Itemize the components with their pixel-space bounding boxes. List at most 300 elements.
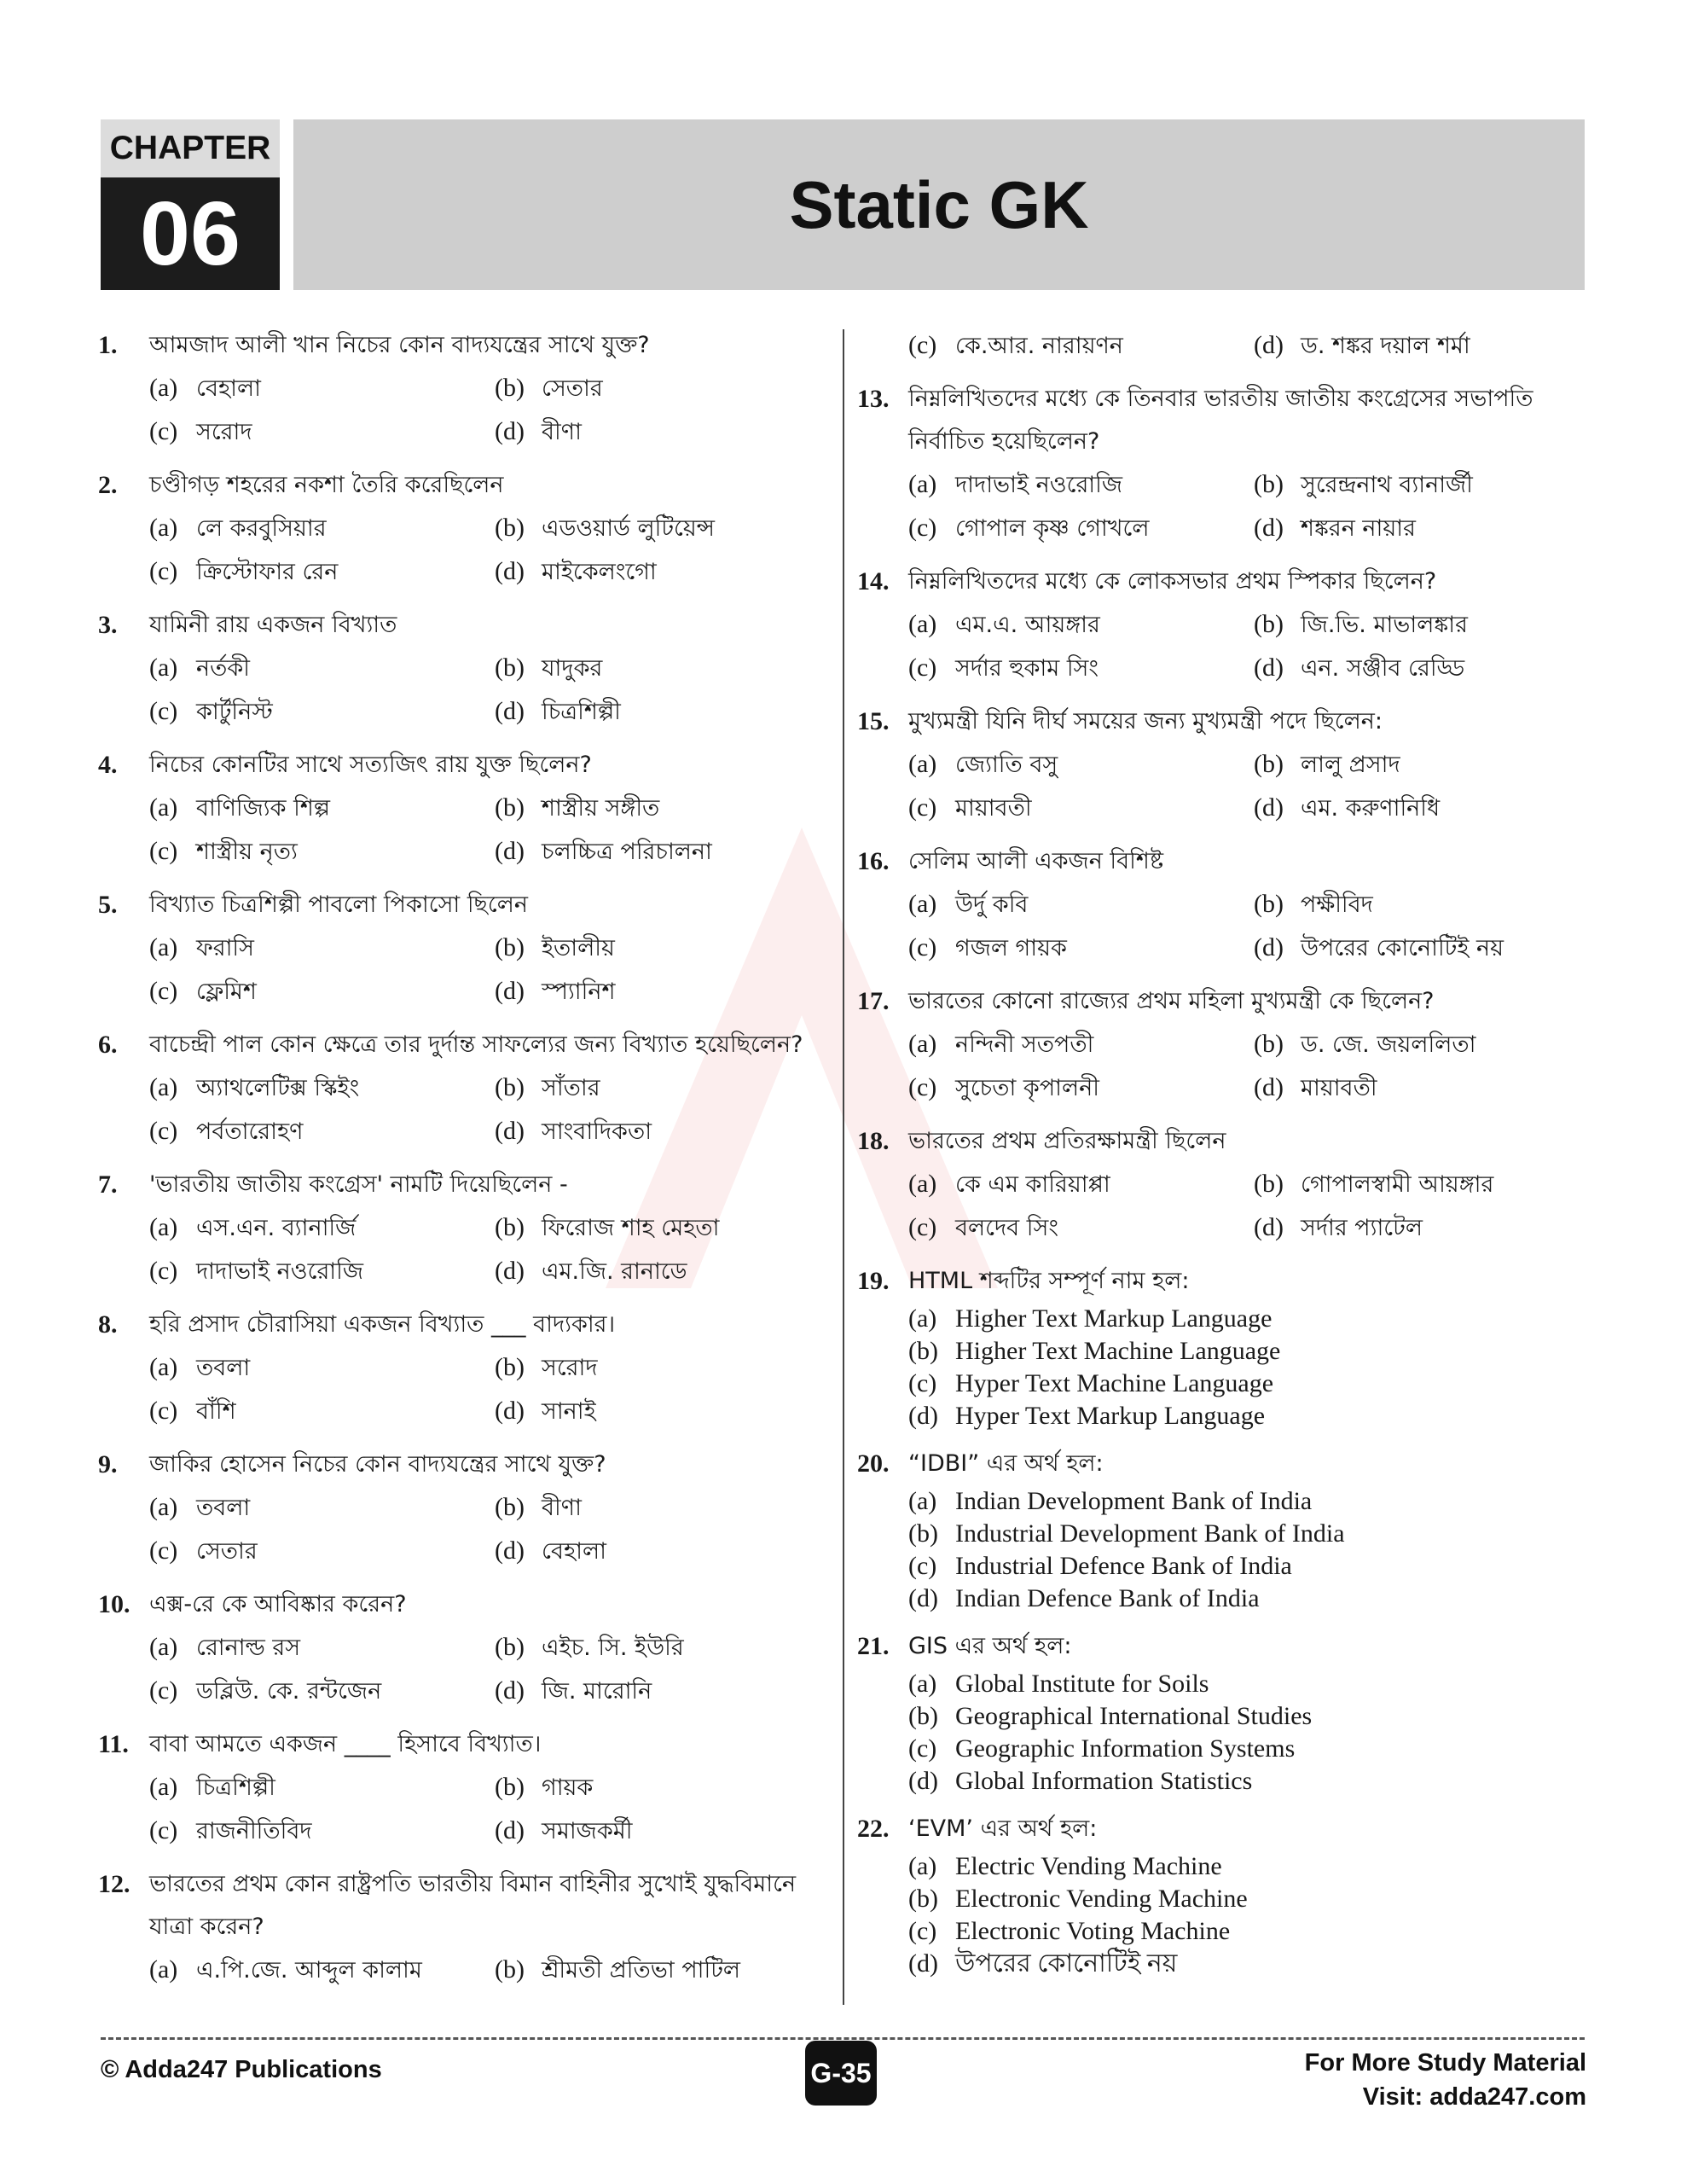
option-item — [495, 970, 832, 1014]
option-letter: (c) — [908, 793, 937, 822]
option-item — [908, 1206, 1254, 1250]
option-item — [908, 926, 1254, 970]
right-column — [857, 324, 1591, 1990]
option-item — [908, 507, 1254, 550]
promo-line-2: Visit: adda247.com — [1362, 2083, 1586, 2111]
option-item — [908, 1368, 1591, 1400]
option-text: কার্টুনিস্ট — [196, 699, 273, 725]
option-text: সমাজকর্মী — [542, 1818, 633, 1844]
option-letter: (b) — [1254, 750, 1284, 778]
option-text: Geographical International Studies — [955, 1702, 1313, 1730]
option-letter: (c) — [908, 1734, 937, 1763]
option-text: Hyper Text Machine Language — [955, 1369, 1274, 1397]
option-item — [495, 1626, 832, 1670]
option-item — [495, 1670, 832, 1713]
option-item — [495, 1530, 832, 1573]
question-text: সেলিম আলী একজন বিশিষ্ট — [908, 848, 1164, 874]
option-text: Indian Defence Bank of India — [955, 1584, 1260, 1612]
question-text: ভারতের কোনো রাজ্যের প্রথম মহিলা মুখ্যমন্ত্রী কে ছিলেন? — [908, 988, 1435, 1014]
question-text: যামিনী রায় একজন বিখ্যাত — [149, 612, 397, 638]
option-item — [149, 1346, 495, 1390]
option-text: সেতার — [196, 1538, 258, 1565]
option-text: এম.এ. আয়ঙ্গার — [955, 612, 1100, 638]
option-text: রোনাল্ড রস — [196, 1635, 301, 1661]
spacer — [857, 1110, 1591, 1120]
options-list — [149, 787, 832, 874]
option-item — [495, 1110, 832, 1153]
option-item — [908, 1400, 1591, 1432]
question-text: ভারতের প্রথম প্রতিরক্ষামন্ত্রী ছিলেন — [908, 1128, 1226, 1154]
option-letter: (d) — [495, 1257, 525, 1285]
spacer — [98, 594, 832, 604]
question-item — [98, 604, 832, 734]
option-letter: (d) — [908, 1767, 938, 1795]
question-number: 10. — [98, 1590, 130, 1618]
question-number: 15. — [857, 707, 890, 735]
option-text: এস.এন. ব্যানার্জি — [196, 1215, 357, 1241]
option-letter: (c) — [908, 933, 937, 961]
option-letter: (b) — [908, 1885, 938, 1913]
spacer — [98, 1853, 832, 1863]
option-letter: (c) — [149, 977, 178, 1005]
option-text: গোপালস্বামী আয়ঙ্গার — [1301, 1171, 1494, 1198]
question-text: আমজাদ আলী খান নিচের কোন বাদ্যযন্ত্রের সাথে যুক্ত? — [149, 332, 650, 358]
option-text: সানাই — [542, 1398, 596, 1425]
option-text: শাস্ত্রীয় সঙ্গীত — [542, 795, 660, 822]
option-letter: (d) — [495, 1117, 525, 1145]
question-number: 22. — [857, 1815, 890, 1843]
option-text: ফিরোজ শাহ মেহতা — [542, 1215, 720, 1241]
page-title: Static GK — [789, 167, 1089, 242]
option-letter: (c) — [908, 1552, 937, 1580]
option-letter: (c) — [908, 331, 937, 359]
option-item — [149, 550, 495, 594]
option-item — [908, 1668, 1591, 1700]
option-item — [908, 883, 1254, 926]
option-letter: (a) — [908, 1304, 937, 1333]
option-text: শ্রীমতী প্রতিভা পাটিল — [542, 1957, 741, 1984]
question-item — [857, 1120, 1591, 1250]
option-item — [495, 926, 832, 970]
question-number: 16. — [857, 847, 890, 875]
spacer — [98, 1433, 832, 1443]
option-letter: (b) — [495, 1213, 525, 1241]
option-item — [495, 647, 832, 690]
option-letter: (a) — [908, 890, 937, 918]
option-text: Electric Vending Machine — [955, 1852, 1222, 1880]
option-item — [495, 410, 832, 454]
spacer — [857, 1615, 1591, 1625]
option-letter: (b) — [1254, 890, 1284, 918]
option-letter: (a) — [908, 1670, 937, 1698]
footer-promo — [1305, 2046, 1586, 2114]
spacer — [98, 1713, 832, 1723]
option-text: উপরের কোনোটিই নয় — [1301, 935, 1504, 961]
option-letter: (a) — [908, 1487, 937, 1515]
option-item — [495, 550, 832, 594]
option-text: সাঁতার — [542, 1075, 600, 1101]
option-letter: (c) — [149, 1257, 178, 1285]
option-text: গোপাল কৃষ্ণ গোখলে — [955, 515, 1150, 542]
option-text: সাংবাদিকতা — [542, 1118, 652, 1145]
option-item — [908, 1883, 1591, 1915]
option-item — [1254, 463, 1591, 507]
options-list — [908, 463, 1591, 550]
option-item — [149, 647, 495, 690]
option-item — [908, 1700, 1591, 1733]
options-list — [908, 1023, 1591, 1110]
page-number-badge: G-35 — [805, 2041, 877, 2106]
option-text: ড. শঙ্কর দয়াল শর্মা — [1301, 333, 1470, 359]
options-list — [908, 1485, 1591, 1615]
option-item — [149, 507, 495, 550]
question-text: 'ভারতীয় জাতীয় কংগ্রেস' নামটি দিয়েছিলেন - — [149, 1171, 568, 1198]
option-text: সুচেতা কৃপালনী — [955, 1075, 1099, 1101]
question-text: এক্স-রে কে আবিষ্কার করেন? — [149, 1591, 407, 1618]
option-item — [149, 1809, 495, 1853]
option-item — [908, 647, 1254, 690]
option-letter: (b) — [495, 1073, 525, 1101]
question-text: নিম্নলিখিতদের মধ্যে কে লোকসভার প্রথম স্পিকার ছিলেন? — [908, 568, 1437, 595]
option-item — [908, 1948, 1591, 1980]
option-item — [1254, 324, 1591, 368]
option-item — [149, 1390, 495, 1433]
option-letter: (d) — [1254, 933, 1284, 961]
option-letter: (b) — [495, 1633, 525, 1661]
option-letter: (a) — [908, 1170, 937, 1198]
question-text: হরি প্রসাদ চৌরাসিয়া একজন বিখ্যাত ___ বাদ্যকার। — [149, 1311, 616, 1338]
footer-divider — [101, 2037, 1585, 2040]
option-letter: (c) — [149, 1816, 178, 1844]
option-text: লে করবুসিয়ার — [196, 515, 327, 542]
options-list — [908, 1850, 1591, 1980]
question-number: 7. — [98, 1170, 118, 1199]
option-letter: (d) — [1254, 793, 1284, 822]
option-text: পক্ষীবিদ — [1301, 892, 1373, 918]
question-text: বাবা আমতে একজন ____ হিসাবে বিখ্যাত। — [149, 1731, 542, 1757]
option-text: ফরাসি — [196, 935, 254, 961]
question-text: নিম্নলিখিতদের মধ্যে কে তিনবার ভারতীয় জাতীয় কংগ্রেসের সভাপতি নির্বাচিত হয়েছিলেন? — [908, 386, 1533, 455]
option-text: তবলা — [196, 1495, 251, 1521]
option-item — [1254, 743, 1591, 787]
option-text: চিত্রশিল্পী — [196, 1774, 275, 1801]
option-item — [908, 1023, 1254, 1066]
question-item — [857, 980, 1591, 1110]
option-letter: (a) — [149, 1213, 178, 1241]
question-number: 20. — [857, 1449, 890, 1478]
option-text: যাদুকর — [542, 655, 603, 682]
option-text: বেহালা — [542, 1538, 606, 1565]
option-item — [908, 787, 1254, 830]
option-text: Geographic Information Systems — [955, 1734, 1296, 1763]
option-letter: (c) — [908, 653, 937, 682]
spacer — [98, 1992, 832, 2002]
question-item — [98, 1443, 832, 1573]
spacer — [857, 830, 1591, 840]
option-letter: (d) — [495, 1536, 525, 1565]
options-list — [908, 883, 1591, 970]
options-list — [149, 1949, 832, 1992]
option-item — [495, 787, 832, 830]
option-letter: (a) — [149, 514, 178, 542]
option-letter: (d) — [495, 1676, 525, 1705]
question-number: 12. — [98, 1870, 130, 1898]
option-text: রাজনীতিবিদ — [196, 1818, 312, 1844]
options-list — [149, 1766, 832, 1853]
question-number: 19. — [857, 1267, 890, 1295]
option-text: Industrial Defence Bank of India — [955, 1552, 1292, 1580]
option-item — [495, 690, 832, 734]
spacer — [857, 1798, 1591, 1808]
question-item — [98, 464, 832, 594]
option-text: সরোদ — [542, 1355, 598, 1381]
question-item — [98, 1164, 832, 1293]
spacer — [98, 454, 832, 464]
option-text: এইচ. সি. ইউরি — [542, 1635, 684, 1661]
option-text: ক্রিস্টোফার রেন — [196, 559, 339, 585]
option-item — [1254, 1066, 1591, 1110]
option-item — [908, 1303, 1591, 1335]
option-item — [495, 367, 832, 410]
question-text: বিখ্যাত চিত্রশিল্পী পাবলো পিকাসো ছিলেন — [149, 892, 528, 918]
question-item — [98, 1583, 832, 1713]
option-item — [908, 1733, 1591, 1765]
option-text: স্প্যানিশ — [542, 979, 616, 1005]
spacer — [98, 734, 832, 744]
option-letter: (a) — [149, 1493, 178, 1521]
options-list — [149, 1486, 832, 1573]
spacer — [857, 368, 1591, 378]
option-text: শঙ্করন নায়ার — [1301, 515, 1416, 542]
option-item — [1254, 787, 1591, 830]
option-letter: (b) — [1254, 470, 1284, 498]
question-item — [857, 1808, 1591, 1980]
question-item — [98, 324, 832, 454]
option-text: সর্দার হুকাম সিং — [955, 655, 1099, 682]
option-letter: (d) — [908, 1402, 938, 1430]
option-text: গজল গায়ক — [955, 935, 1067, 961]
option-text: Industrial Development Bank of India — [955, 1519, 1345, 1548]
option-letter: (d) — [1254, 1213, 1284, 1241]
option-text: দাদাভাই নওরোজি — [196, 1258, 364, 1285]
spacer — [98, 1014, 832, 1024]
option-item — [908, 1850, 1591, 1883]
option-text: বলদেব সিং — [955, 1215, 1058, 1241]
option-letter: (b) — [495, 1773, 525, 1801]
question-number: 17. — [857, 987, 890, 1015]
option-item — [149, 1766, 495, 1809]
option-text: মায়াবতী — [955, 795, 1032, 822]
option-item — [495, 1346, 832, 1390]
option-letter: (a) — [908, 610, 937, 638]
option-letter: (a) — [908, 1852, 937, 1880]
question-number: 14. — [857, 567, 890, 595]
option-letter: (a) — [149, 793, 178, 822]
option-letter: (b) — [908, 1337, 938, 1365]
column-divider — [843, 329, 844, 2005]
publisher-credit: © Adda247 Publications — [101, 2056, 382, 2083]
option-text: Electronic Voting Machine — [955, 1917, 1231, 1945]
option-letter: (c) — [908, 514, 937, 542]
option-letter: (d) — [495, 697, 525, 725]
option-text: মাইকেলংগো — [542, 559, 657, 585]
option-item — [495, 1390, 832, 1433]
question-number: 4. — [98, 751, 118, 779]
option-letter: (c) — [149, 697, 178, 725]
option-letter: (d) — [1254, 653, 1284, 682]
option-text: সেতার — [542, 375, 603, 402]
question-item — [98, 744, 832, 874]
option-item — [908, 324, 1254, 368]
option-text: নর্তকী — [196, 655, 250, 682]
option-text: বেহালা — [196, 375, 261, 402]
option-text: সুরেন্দ্রনাথ ব্যানার্জী — [1301, 472, 1473, 498]
options-list — [149, 926, 832, 1014]
option-text: বীণা — [542, 1495, 582, 1521]
option-text: বাণিজ্যিক শিল্প — [196, 795, 331, 822]
option-letter: (d) — [495, 417, 525, 445]
option-item — [495, 1809, 832, 1853]
option-item — [149, 1486, 495, 1530]
option-item — [149, 926, 495, 970]
question-item — [98, 1304, 832, 1433]
options-list — [149, 1346, 832, 1433]
option-text: এডওয়ার্ড লুটিয়েন্স — [542, 515, 716, 542]
question-number: 18. — [857, 1127, 890, 1155]
option-letter: (b) — [908, 1519, 938, 1548]
option-text: এম.জি. রানাডে — [542, 1258, 687, 1285]
option-letter: (a) — [908, 470, 937, 498]
option-item — [149, 1206, 495, 1250]
option-letter: (c) — [149, 837, 178, 865]
option-letter: (b) — [1254, 1030, 1284, 1058]
promo-line-1: For More Study Material — [1304, 2049, 1586, 2077]
option-item — [495, 1206, 832, 1250]
spacer — [98, 1573, 832, 1583]
options-list — [149, 1206, 832, 1293]
option-text: নন্দিনী সতপতী — [955, 1031, 1094, 1058]
option-item — [149, 1066, 495, 1110]
option-item — [495, 1949, 832, 1992]
option-text: কে.আর. নারায়ণন — [955, 333, 1123, 359]
option-item — [908, 1915, 1591, 1948]
option-letter: (a) — [149, 374, 178, 402]
options-list — [908, 743, 1591, 830]
question-continuation — [857, 324, 1591, 368]
question-item — [857, 378, 1591, 550]
option-text: জ্যোতি বসু — [955, 752, 1058, 778]
question-text: নিচের কোনটির সাথে সত্যজিৎ রায় যুক্ত ছিলেন? — [149, 752, 592, 778]
option-text: কে এম কারিয়াপ্পা — [955, 1171, 1110, 1198]
spacer — [857, 1980, 1591, 1990]
question-item — [98, 1863, 832, 1992]
option-letter: (c) — [908, 1917, 937, 1945]
option-item — [149, 1250, 495, 1293]
option-item — [149, 970, 495, 1014]
option-text: উপরের কোনোটিই নয় — [955, 1949, 1178, 1978]
option-item — [908, 1485, 1591, 1518]
option-letter: (d) — [1254, 514, 1284, 542]
question-number: 9. — [98, 1450, 118, 1478]
option-text: বাঁশি — [196, 1398, 236, 1425]
left-column — [98, 324, 832, 2002]
question-item — [98, 1723, 832, 1853]
option-letter: (c) — [149, 557, 178, 585]
option-letter: (b) — [495, 514, 525, 542]
option-item — [908, 1765, 1591, 1798]
option-item — [149, 1626, 495, 1670]
question-text: চণ্ডীগড় শহরের নকশা তৈরি করেছিলেন — [149, 472, 504, 498]
option-item — [149, 1530, 495, 1573]
option-item — [1254, 1023, 1591, 1066]
option-text: Hyper Text Markup Language — [955, 1402, 1266, 1430]
title-band — [293, 119, 1585, 290]
option-text: তবলা — [196, 1355, 251, 1381]
question-number: 6. — [98, 1031, 118, 1059]
options-list — [149, 647, 832, 734]
option-item — [908, 1066, 1254, 1110]
question-number: 13. — [857, 385, 890, 413]
question-text: বাচেন্দ্রী পাল কোন ক্ষেত্রে তার দুর্দান্ত সাফল্যের জন্য বিখ্যাত হয়েছিলেন? — [149, 1031, 803, 1058]
option-text: জি. মারোনি — [542, 1678, 652, 1705]
option-letter: (b) — [495, 374, 525, 402]
option-letter: (a) — [149, 933, 178, 961]
option-letter: (a) — [908, 1030, 937, 1058]
option-text: ইতালীয় — [542, 935, 615, 961]
options-list — [149, 507, 832, 594]
option-item — [1254, 603, 1591, 647]
option-text: উর্দু কবি — [955, 892, 1029, 918]
option-text: Higher Text Markup Language — [955, 1304, 1272, 1333]
option-item — [495, 1250, 832, 1293]
options-list — [149, 367, 832, 454]
question-item — [857, 840, 1591, 970]
option-text: শাস্ত্রীয় নৃত্য — [196, 839, 298, 865]
option-letter: (c) — [908, 1073, 937, 1101]
option-text: বীণা — [542, 419, 582, 445]
option-item — [149, 690, 495, 734]
option-text: মায়াবতী — [1301, 1075, 1377, 1101]
question-text: ভারতের প্রথম কোন রাষ্ট্রপতি ভারতীয় বিমান বাহিনীর সুখোই যুদ্ধবিমানে যাত্রা করেন? — [149, 1871, 797, 1940]
option-letter: (a) — [149, 653, 178, 682]
option-item — [1254, 1163, 1591, 1206]
option-text: অ্যাথলেটিক্স স্কিইং — [196, 1075, 360, 1101]
options-list — [908, 603, 1591, 690]
option-text: সর্দার প্যাটেল — [1301, 1215, 1423, 1241]
option-letter: (a) — [149, 1955, 178, 1984]
option-text: গায়ক — [542, 1774, 594, 1801]
options-list — [149, 1626, 832, 1713]
option-letter: (b) — [495, 653, 525, 682]
option-letter: (b) — [495, 1955, 525, 1984]
option-item — [1254, 507, 1591, 550]
option-letter: (a) — [149, 1353, 178, 1381]
question-item — [857, 1443, 1591, 1615]
option-letter: (c) — [149, 1117, 178, 1145]
option-letter: (b) — [1254, 1170, 1284, 1198]
option-letter: (b) — [495, 1353, 525, 1381]
question-number: 1. — [98, 331, 118, 359]
question-item — [857, 1625, 1591, 1798]
question-item — [857, 1260, 1591, 1432]
question-text: জাকির হোসেন নিচের কোন বাদ্যযন্ত্রের সাথে যুক্ত? — [149, 1451, 606, 1478]
chapter-label: CHAPTER — [101, 119, 280, 177]
option-letter: (b) — [495, 933, 525, 961]
question-item — [98, 1024, 832, 1153]
option-text: লালু প্রসাদ — [1301, 752, 1400, 778]
option-item — [1254, 1206, 1591, 1250]
spacer — [857, 690, 1591, 700]
